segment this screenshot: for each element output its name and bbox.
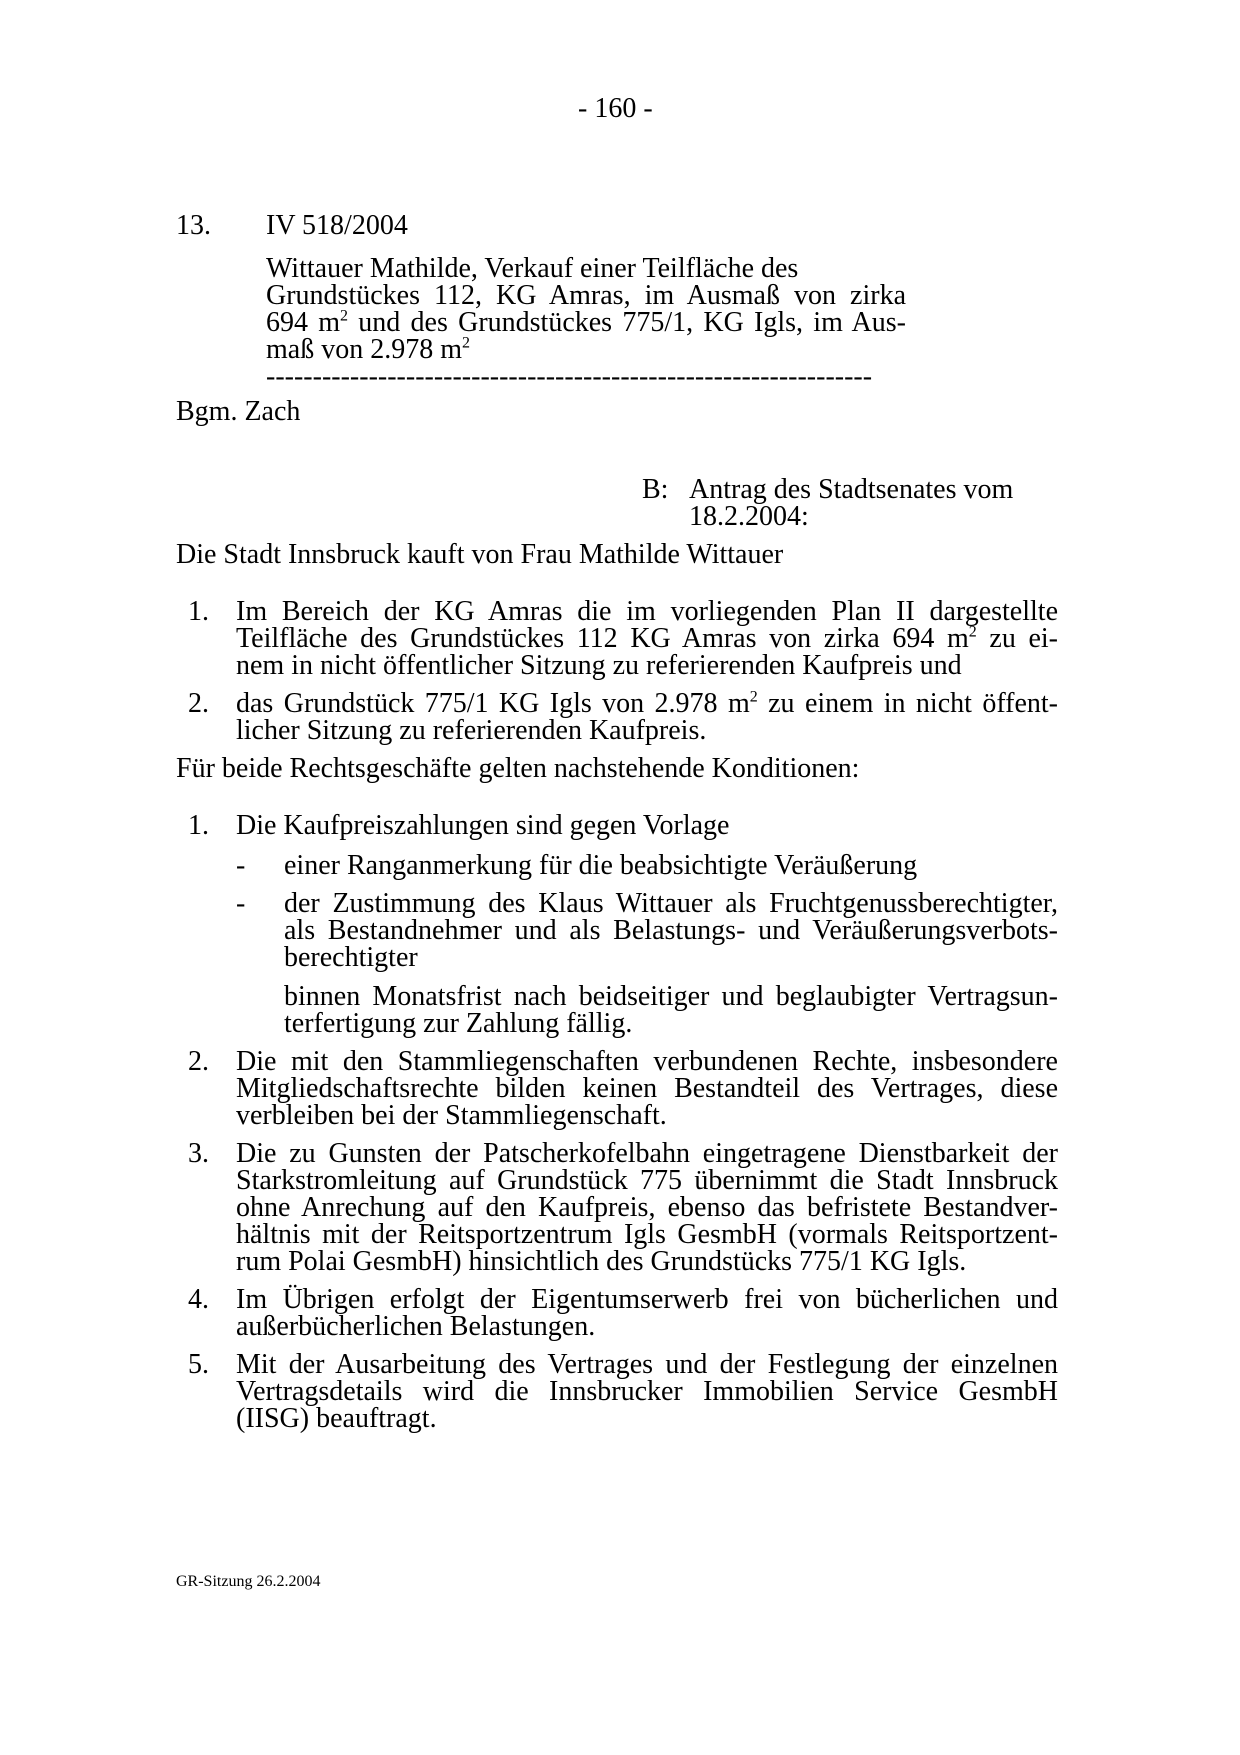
list-line: (IISG) beauftragt. (236, 1403, 437, 1434)
list-line: verbleiben bei der Stammliegenschaft. (236, 1100, 667, 1131)
page-number: - 160 - (578, 93, 653, 124)
motion-date: 18.2.2004: (689, 501, 809, 532)
dash-line: berechtigter (284, 942, 418, 973)
list-line: Die Kaufpreiszahlungen sind gegen Vorlage (236, 810, 730, 841)
list-line: Mitgliedschaftsrechte bilden keinen Bestandteil des Vertrages, diese (236, 1073, 1058, 1104)
list-number: 4. (188, 1284, 209, 1315)
subject-line: maß von 2.978 $m^2$ (266, 334, 470, 365)
dash-line: einer Ranganmerkung für die beabsichtigte Veräußerung (284, 850, 918, 881)
list-line: Teilfläche des Grundstückes 112 KG Amras von zirka 694 $m^2$ zu ei- (236, 623, 1058, 654)
dash-line: als Bestandnehmer und als Belastungs- und Veräußerungsverbots- (284, 915, 1058, 946)
subject-line: 694 $m^2$ und des Grundstückes 775/1, KG Igls, im Aus- (266, 307, 906, 338)
list-number: 2. (188, 688, 209, 719)
dash-bullet: - (236, 888, 246, 919)
item-reference: IV 518/2004 (266, 210, 408, 241)
subject-line: Grundstückes 112, KG Amras, im Ausmaß von zirka (266, 280, 906, 311)
list-line: Vertragsdetails wird die Innsbrucker Immobilien Service GesmbH (236, 1376, 1058, 1407)
list-number: 2. (188, 1046, 209, 1077)
intro-text: Die Stadt Innsbruck kauft von Frau Mathilde Wittauer (176, 539, 784, 570)
list-line: Im Bereich der KG Amras die im vorliegenden Plan II dargestellte (236, 596, 1058, 627)
list-number: 1. (188, 810, 209, 841)
list-line: Im Übrigen erfolgt der Eigentumserwerb frei von bücherlichen und (236, 1284, 1058, 1315)
motion-title: Antrag des Stadtsenates vom (689, 474, 1014, 505)
list-line: Starkstromleitung auf Grundstück 775 übernimmt die Stadt Innsbruck (236, 1165, 1058, 1196)
separator-line: ----------------------------------------------------------------- (266, 363, 873, 390)
item-number: 13. (176, 210, 211, 241)
dash-bullet: - (236, 850, 246, 881)
list-line: rum Polai GesmbH) hinsichtlich des Grundstücks 775/1 KG Igls. (236, 1246, 967, 1277)
list-line: Die zu Gunsten der Patscherkofelbahn eingetragene Dienstbarkeit der (236, 1138, 1058, 1169)
list-line: Mit der Ausarbeitung des Vertrages und der Festlegung der einzelnen (236, 1349, 1058, 1380)
list-line: nem in nicht öffentlicher Sitzung zu referierenden Kaufpreis und (236, 650, 962, 681)
footer-text: GR-Sitzung 26.2.2004 (176, 1573, 321, 1590)
list-line: licher Sitzung zu referierenden Kaufpreis. (236, 715, 707, 746)
speaker: Bgm. Zach (176, 396, 301, 427)
conditions-intro: Für beide Rechtsgeschäfte gelten nachstehende Konditionen: (176, 753, 860, 784)
list-line: außerbücherlichen Belastungen. (236, 1311, 596, 1342)
list-line: binnen Monatsfrist nach beidseitiger und beglaubigter Vertragsun- (284, 981, 1058, 1012)
subject-line: Wittauer Mathilde, Verkauf einer Teilfläche des (266, 253, 799, 284)
list-number: 1. (188, 596, 209, 627)
list-number: 5. (188, 1349, 209, 1380)
motion-label: B: (642, 474, 669, 505)
list-number: 3. (188, 1138, 209, 1169)
list-line: das Grundstück 775/1 KG Igls von 2.978 $m^2$ zu einem in nicht öffent- (236, 688, 1058, 719)
dash-line: der Zustimmung des Klaus Wittauer als Fruchtgenussberechtigter, (284, 888, 1058, 919)
list-line: terfertigung zur Zahlung fällig. (284, 1008, 633, 1039)
list-line: Die mit den Stammliegenschaften verbundenen Rechte, insbesondere (236, 1046, 1058, 1077)
list-line: hältnis mit der Reitsportzentrum Igls GesmbH (vormals Reitsportzent- (236, 1219, 1058, 1250)
list-line: ohne Anrechung auf den Kaufpreis, ebenso das befristete Bestandver- (236, 1192, 1058, 1223)
